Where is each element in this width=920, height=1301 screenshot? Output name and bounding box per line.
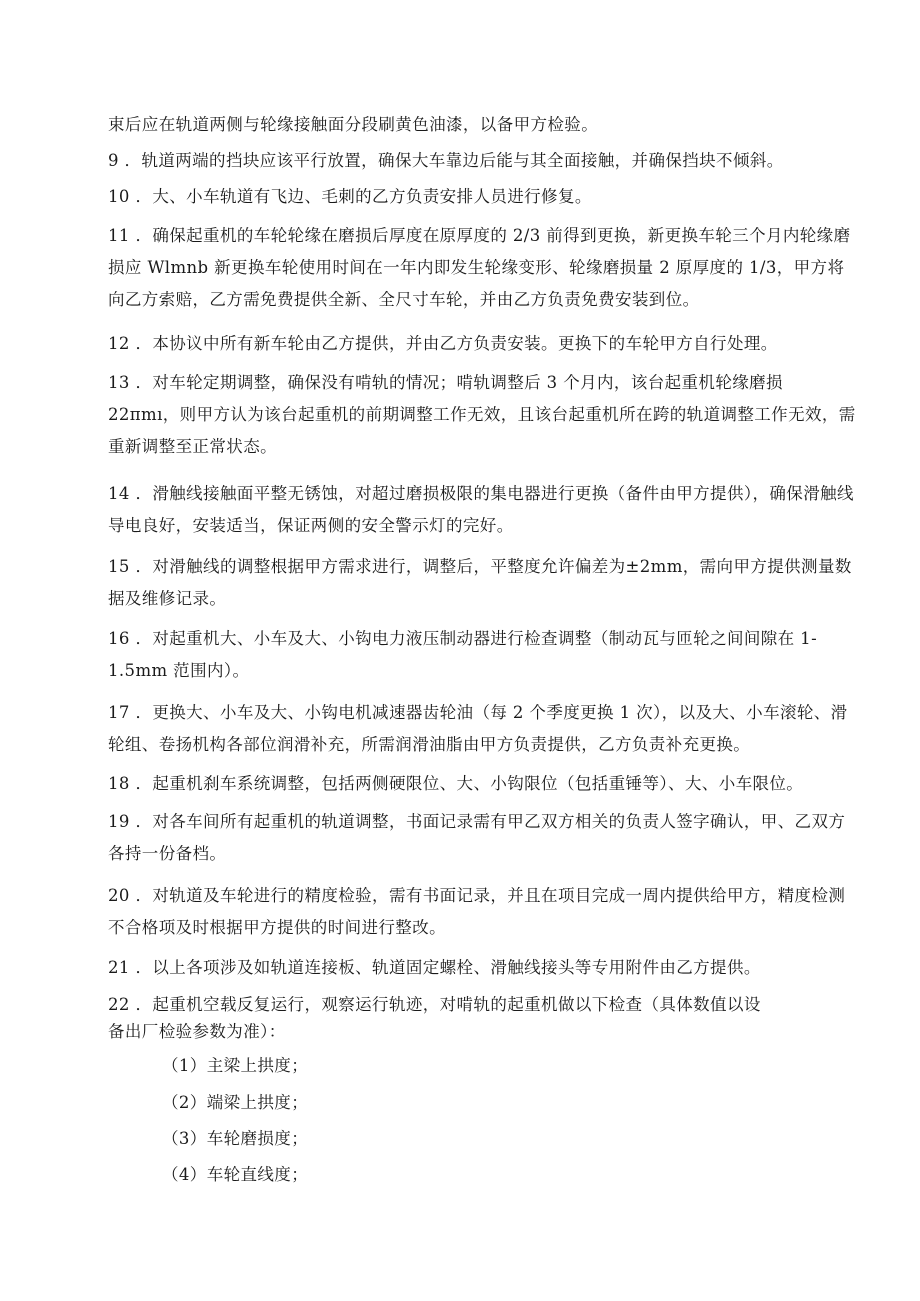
clause-text-continued: 备出厂检验参数为准）：: [108, 1022, 286, 1041]
sub-item-4: （4）车轮直线度；: [162, 1165, 309, 1184]
clause-text: 17 ．更换大、小车及大、小钩电机减速器齿轮油（每 2 个季度更换 1 次），以及大、小车滚轮、滑轮组、卷扬机构各部位润滑补充，所需润滑油脂由甲方负责提供，乙方负责补充更换。: [108, 703, 848, 754]
clause-text: 12 ．本协议中所有新车轮由乙方提供，并由乙方负责安装。更换下的车轮甲方自行处理。: [108, 334, 778, 353]
clause-10: [108, 183, 856, 210]
paragraph-continuation: [108, 111, 856, 138]
clause-text: 20 ．对轨道及车轮进行的精度检验，需有书面记录，并且在项目完成一周内提供给甲方，精度检测不合格项及时根据甲方提供的时间进行整改。: [108, 886, 846, 937]
clause-text: 18 ．起重机刹车系统调整，包括两侧硬限位、大、小钩限位（包括重锤等）、大、小车限位。: [108, 774, 804, 793]
clause-19: [108, 806, 856, 870]
clause-text: 19 ．对各车间所有起重机的轨道调整，书面记录需有甲乙双方相关的负责人签字确认，甲、乙双方各持一份备档。: [108, 812, 846, 863]
clause-text: 9 ．轨道两端的挡块应该平行放置，确保大车靠边后能与其全面接触，并确保挡块不倾斜。: [108, 151, 784, 170]
clause-text: 14 ．滑触线接触面平整无锈蚀，对超过磨损极限的集电器进行更换（备件由甲方提供），确保滑触线导电良好，安装适当，保证两侧的安全警示灯的完好。: [108, 484, 854, 535]
clause-text: 15 ．对滑触线的调整根据甲方需求进行，调整后，平整度允许偏差为±2mm，需向甲方提供测量数据及维修记录。: [108, 557, 852, 608]
clause-15: [108, 551, 856, 615]
clause-16: [108, 623, 856, 687]
clause-text: 11 ．确保起重机的车轮轮缘在磨损后厚度在原厚度的 2/3 前得到更换，新更换车轮三个月内轮缘磨损应 Wlmnb 新更换车轮使用时间在一年内即发生轮缘变形、轮缘磨损量 2 原厚度的 1/3，甲方将向乙方索赔，乙方需免费提供全新、全尺寸车轮，并由乙方负责免费安装到位。: [108, 226, 851, 309]
clause-17: [108, 697, 856, 761]
clause-14: [108, 478, 856, 542]
clause-9: [108, 147, 856, 174]
clause-18: [108, 770, 856, 797]
clause-text: 13 ．对车轮定期调整，确保没有啃轨的情况；啃轨调整后 3 个月内，该台起重机轮缘磨损 22πmı，则甲方认为该台起重机的前期调整工作无效，且该台起重机所在跨的轨道调整工作无效，需重新调整至正常状态。: [108, 373, 856, 456]
clause-22: [108, 991, 856, 1045]
clause-text: 22 ．起重机空载反复运行，观察运行轨迹，对啃轨的起重机做以下检查（具体数值以设: [108, 995, 761, 1014]
clause-12: [108, 330, 856, 357]
clause-20: [108, 880, 856, 944]
sub-item-3: （3）车轮磨损度；: [162, 1129, 309, 1148]
clause-text: 21 ．以上各项涉及如轨道连接板、轨道固定螺栓、滑触线接头等专用附件由乙方提供。: [108, 958, 761, 977]
paragraph-text: 束后应在轨道两侧与轮缘接触面分段刷黄色油漆，以备甲方检验。: [108, 115, 599, 134]
clause-11: [108, 220, 856, 316]
clause-21: [108, 954, 856, 981]
clause-text: 16 ．对起重机大、小车及大、小钩电力液压制动器进行检查调整（制动瓦与匝轮之间间隙在 1-1.5mm 范围内）。: [108, 629, 818, 680]
clause-text: 10 ．大、小车轨道有飞边、毛刺的乙方负责安排人员进行修复。: [108, 187, 592, 206]
sub-item-2: （2）端梁上拱度；: [162, 1093, 309, 1112]
clause-13: [108, 367, 856, 463]
sub-item-1: （1）主梁上拱度；: [162, 1056, 309, 1075]
